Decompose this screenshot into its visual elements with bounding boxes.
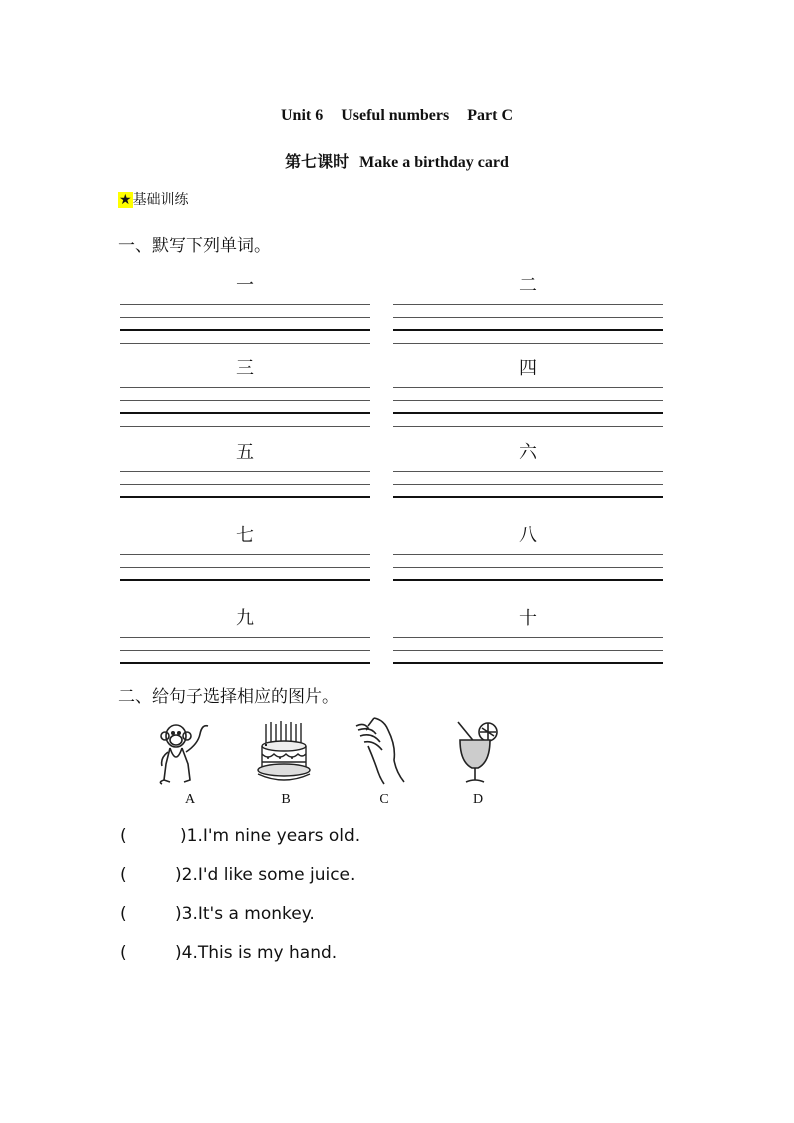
writing-line xyxy=(120,343,370,344)
writing-line xyxy=(393,343,663,344)
lesson-name-en: Make a birthday card xyxy=(359,154,509,171)
writing-line xyxy=(120,650,370,651)
word-prompt: 五 xyxy=(236,442,254,463)
word-cell[interactable] xyxy=(393,521,663,596)
picture-option-a[interactable] xyxy=(150,716,230,816)
word-prompt: 八 xyxy=(519,525,537,546)
section-2-heading: 二、给句子选择相应的图片。 xyxy=(118,687,339,707)
open-paren: ( xyxy=(120,904,127,924)
question-text: 3.It's a monkey. xyxy=(181,904,315,924)
picture-letter: C xyxy=(379,792,389,807)
writing-line xyxy=(393,484,663,485)
baseline xyxy=(120,662,370,664)
unit-name: Useful numbers xyxy=(341,107,450,124)
question-row xyxy=(120,943,337,963)
hand-icon xyxy=(344,716,424,790)
word-cell[interactable] xyxy=(393,271,663,346)
baseline xyxy=(393,579,663,581)
writing-line xyxy=(120,317,370,318)
picture-option-c[interactable] xyxy=(344,716,424,816)
word-prompt: 十 xyxy=(519,608,537,629)
word-prompt: 二 xyxy=(519,275,537,296)
writing-line xyxy=(393,426,663,427)
monkey-icon xyxy=(150,716,230,790)
lesson-number-cn: 第七课时 xyxy=(285,154,350,171)
question-row xyxy=(120,826,360,846)
picture-option-b[interactable] xyxy=(246,716,326,816)
baseline xyxy=(393,662,663,664)
picture-option-d[interactable] xyxy=(438,716,518,816)
writing-line xyxy=(393,317,663,318)
unit-title xyxy=(0,107,794,125)
lesson-title xyxy=(0,149,794,172)
word-cell[interactable] xyxy=(120,438,370,513)
answer-blank[interactable] xyxy=(120,943,175,963)
writing-line xyxy=(393,471,663,472)
question-row xyxy=(120,904,315,924)
baseline xyxy=(120,496,370,498)
open-paren: ( xyxy=(120,943,127,963)
word-prompt: 一 xyxy=(236,275,254,296)
question-row xyxy=(120,865,355,885)
star-icon: ★ xyxy=(119,192,132,208)
writing-line xyxy=(393,387,663,388)
word-prompt: 六 xyxy=(519,442,537,463)
birthday-cake-icon xyxy=(246,716,326,790)
baseline xyxy=(393,496,663,498)
answer-blank[interactable] xyxy=(120,904,175,924)
close-paren: ) xyxy=(175,943,182,963)
writing-line xyxy=(120,471,370,472)
answer-blank[interactable] xyxy=(120,865,175,885)
question-text: 4.This is my hand. xyxy=(181,943,338,963)
close-paren: ) xyxy=(175,904,182,924)
writing-line xyxy=(393,650,663,651)
writing-line xyxy=(120,637,370,638)
unit-number: Unit 6 xyxy=(280,107,324,124)
writing-line xyxy=(393,304,663,305)
picture-letter: D xyxy=(472,792,484,807)
juice-glass-icon xyxy=(438,716,518,790)
word-prompt: 四 xyxy=(519,358,537,379)
basic-training-label xyxy=(118,188,189,212)
writing-line xyxy=(120,554,370,555)
word-prompt: 九 xyxy=(236,608,254,629)
writing-line xyxy=(120,426,370,427)
word-cell[interactable] xyxy=(120,521,370,596)
word-cell[interactable] xyxy=(120,271,370,346)
word-cell[interactable] xyxy=(120,604,370,679)
writing-line xyxy=(393,567,663,568)
writing-line xyxy=(120,387,370,388)
baseline xyxy=(120,412,370,414)
picture-letter: A xyxy=(184,792,196,807)
writing-line xyxy=(120,304,370,305)
close-paren: ) xyxy=(175,865,182,885)
open-paren: ( xyxy=(120,826,127,846)
baseline xyxy=(393,329,663,331)
writing-line xyxy=(120,484,370,485)
question-text: 1.I'm nine years old. xyxy=(186,826,361,846)
picture-letter: B xyxy=(281,792,291,807)
section-1-heading: 一、默写下列单词。 xyxy=(118,236,271,256)
picture-options xyxy=(150,716,530,816)
writing-line xyxy=(120,400,370,401)
baseline xyxy=(393,412,663,414)
baseline xyxy=(120,579,370,581)
writing-line xyxy=(393,400,663,401)
word-prompt: 三 xyxy=(236,358,254,379)
open-paren: ( xyxy=(120,865,127,885)
close-paren: ) xyxy=(180,826,187,846)
word-cell[interactable] xyxy=(393,604,663,679)
word-cell[interactable] xyxy=(393,438,663,513)
question-text: 2.I'd like some juice. xyxy=(181,865,356,885)
unit-part: Part C xyxy=(467,107,513,124)
writing-line xyxy=(120,567,370,568)
word-cell[interactable] xyxy=(120,354,370,429)
writing-line xyxy=(393,554,663,555)
basic-training-text: 基础训练 xyxy=(132,192,189,208)
baseline xyxy=(120,329,370,331)
word-cell[interactable] xyxy=(393,354,663,429)
writing-line xyxy=(393,637,663,638)
answer-blank[interactable] xyxy=(120,826,180,846)
word-prompt: 七 xyxy=(236,525,254,546)
